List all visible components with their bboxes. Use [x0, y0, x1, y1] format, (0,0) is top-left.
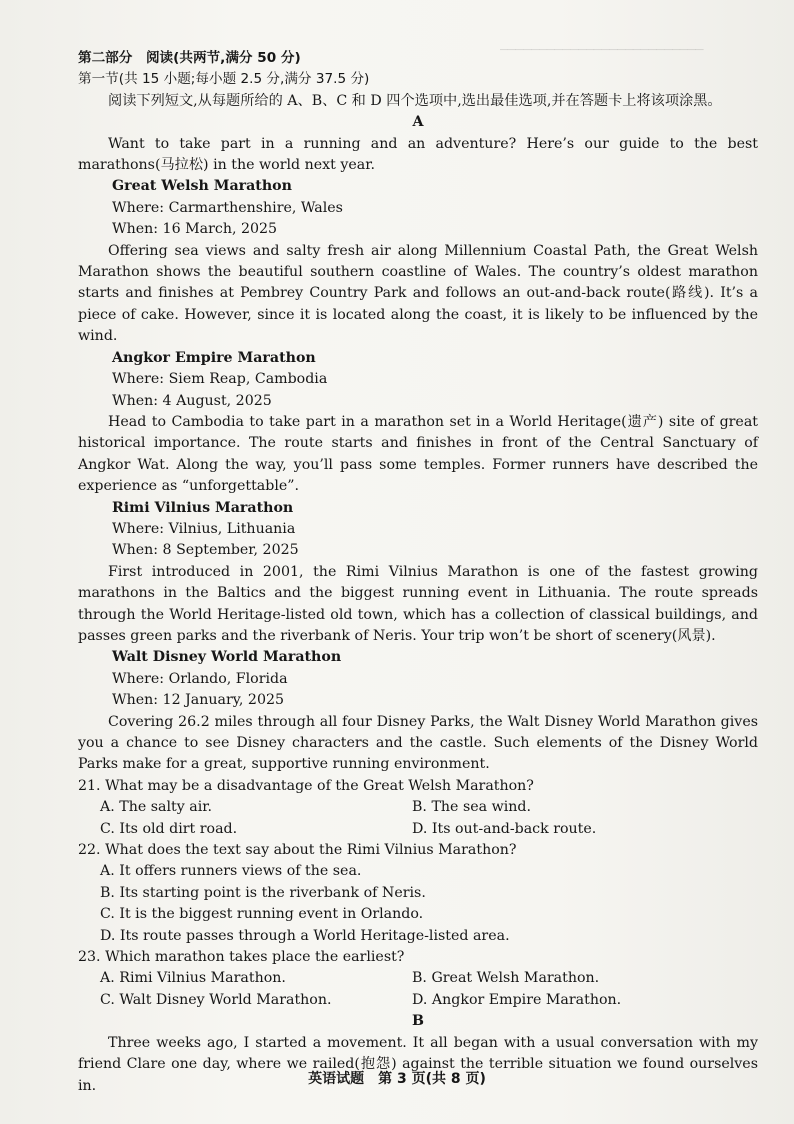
marathon-name: Walt Disney World Marathon — [112, 649, 342, 666]
option-a: A. Rimi Vilnius Marathon. — [100, 970, 286, 987]
marathon-name: Rimi Vilnius Marathon — [112, 499, 294, 516]
option-c: C. Walt Disney World Marathon. — [100, 991, 332, 1008]
passage-a-label: A — [412, 114, 424, 131]
option-a: A. It offers runners views of the sea. — [100, 863, 362, 880]
passage-b-label: B — [412, 1013, 424, 1030]
section-title: 第一节(共 15 小题;每小题 2.5 分,满分 37.5 分) — [78, 71, 370, 88]
option-b: B. Great Welsh Marathon. — [412, 970, 600, 987]
marathon-description: Offering sea views and salty fresh air along Millennium Coastal Path, the Great Welsh Marathon shows the beautiful southern coastline of Wales. The country’s oldest marathon starts and finishes at Pembrey Country Park and follows an out-and-back route(路线). It’s a piece of cake. However, since it is located along the coast, it is likely to be influenced by the wind. — [78, 242, 758, 345]
marathon-where: Where: Vilnius, Lithuania — [112, 520, 296, 537]
marathon-angkor-empire — [78, 348, 758, 498]
option-c: C. Its old dirt road. — [100, 820, 238, 837]
marathon-description: First introduced in 2001, the Rimi Vilnius Marathon is one of the fastest growing marathons in the Baltics and the biggest running event in Lithuania. The route spreads through the World Heritage-listed old town, which has a collection of classical buildings, and passes green parks and the riverbank of Neris. Your trip won’t be short of scenery(风景). — [78, 563, 758, 644]
question-options — [78, 797, 758, 840]
question-stem: 21. What may be a disadvantage of the Great Welsh Marathon? — [78, 777, 534, 794]
option-b: B. The sea wind. — [412, 799, 532, 816]
option-c: C. It is the biggest running event in Orlando. — [100, 906, 424, 923]
option-d: D. Angkor Empire Marathon. — [412, 991, 622, 1008]
passage-b-text: Three weeks ago, I started a movement. It all began with a usual conversation with my friend Clare one day, where we railed(抱怨) against the terrible situation we found ourselves in. — [78, 1034, 758, 1094]
option-d: D. Its out-and-back route. — [412, 820, 597, 837]
marathon-where: Where: Orlando, Florida — [112, 670, 288, 687]
marathon-when: When: 8 September, 2025 — [112, 542, 299, 559]
page-footer: 英语试题 第 3 页(共 8 页) — [308, 1071, 486, 1087]
option-a: A. The salty air. — [100, 799, 213, 816]
page-content — [78, 48, 758, 1097]
marathon-description: Covering 26.2 miles through all four Disney Parks, the Walt Disney World Marathon gives you a chance to see Disney characters and the castle. Such elements of the Disney World Parks make for a great, supportive running environment. — [78, 713, 758, 773]
question-stem: 22. What does the text say about the Rimi Vilnius Marathon? — [78, 842, 517, 859]
question-23 — [78, 947, 758, 1011]
question-options — [78, 968, 758, 1011]
question-stem: 23. Which marathon takes place the earliest? — [78, 949, 405, 966]
marathon-rimi-vilnius — [78, 498, 758, 648]
marathon-name: Angkor Empire Marathon — [112, 349, 316, 366]
marathon-description: Head to Cambodia to take part in a marathon set in a World Heritage(遗产) site of great historical importance. The route starts and finishes in front of the Central Sanctuary of Angkor Wat. Along the way, you’ll pass some temples. Former runners have described the experience as “unforgettable”. — [78, 413, 758, 495]
question-21 — [78, 776, 758, 840]
marathon-great-welsh — [78, 176, 758, 347]
marathon-when: When: 4 August, 2025 — [112, 392, 272, 409]
instructions: 阅读下列短文,从每题所给的 A、B、C 和 D 四个选项中,选出最佳选项,并在答题卡上将该项涂黑。 — [108, 92, 722, 109]
question-22 — [78, 840, 758, 947]
marathon-when: When: 16 March, 2025 — [112, 221, 278, 238]
option-b: B. Its starting point is the riverbank of Neris. — [100, 884, 426, 901]
option-d: D. Its route passes through a World Heritage-listed area. — [100, 927, 510, 944]
marathon-when: When: 12 January, 2025 — [112, 692, 285, 709]
marathon-walt-disney — [78, 647, 758, 775]
marathon-where: Where: Carmarthenshire, Wales — [112, 199, 343, 216]
marathon-name: Great Welsh Marathon — [112, 178, 292, 195]
passage-a-intro: Want to take part in a running and an adventure? Here’s our guide to the best marathons(马拉松) in the world next year. — [78, 135, 758, 174]
marathon-where: Where: Siem Reap, Cambodia — [112, 371, 328, 388]
part-title: 第二部分 阅读(共两节,满分 50 分) — [78, 50, 301, 66]
bleed-through-text: ────────────────────────── — [500, 43, 704, 58]
